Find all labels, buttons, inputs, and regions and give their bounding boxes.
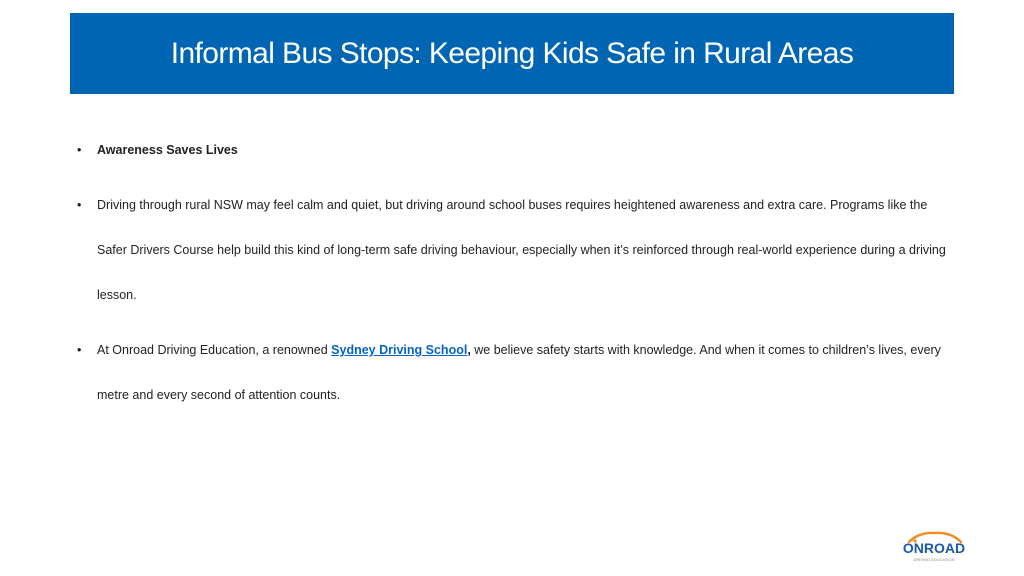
- bullet-paragraph-2-comma: ,: [467, 343, 471, 357]
- logo-tagline-text: DRIVING EDUCATION: [913, 557, 955, 562]
- bullet-paragraph-2-lead: At Onroad Driving Education, a renowned: [97, 343, 332, 357]
- bullet-dot-icon: •: [77, 343, 82, 357]
- bullet-heading: [75, 128, 955, 173]
- slide-title: Informal Bus Stops: Keeping Kids Safe in Rural Areas: [170, 36, 854, 70]
- bullet-paragraph-2: [75, 328, 955, 418]
- bullet-dot-icon: •: [77, 198, 82, 212]
- slide-body: [75, 128, 955, 418]
- bullet-paragraph-1-text: Driving through rural NSW may feel calm and quiet, but driving around school buses requires heightened awareness and extra care. Programs like the Safer Drivers Course help build this kind of long-term safe driving behaviour, especially when it’s reinforced through real-world experience during a driving lesson.: [97, 198, 946, 302]
- bullet-paragraph-2-rest: we believe safety starts with knowledge. And when it comes to children’s lives, every metre and every second of attention counts.: [97, 343, 941, 402]
- bullet-heading-text: Awareness Saves Lives: [97, 143, 238, 157]
- onroad-logo: [895, 528, 973, 566]
- logo-brand-text: ONROAD: [902, 540, 966, 556]
- title-banner: [70, 13, 954, 94]
- sydney-driving-school-link[interactable]: Sydney Driving School: [331, 343, 468, 357]
- bullet-paragraph-1: [75, 183, 955, 318]
- bullet-dot-icon: •: [77, 143, 82, 157]
